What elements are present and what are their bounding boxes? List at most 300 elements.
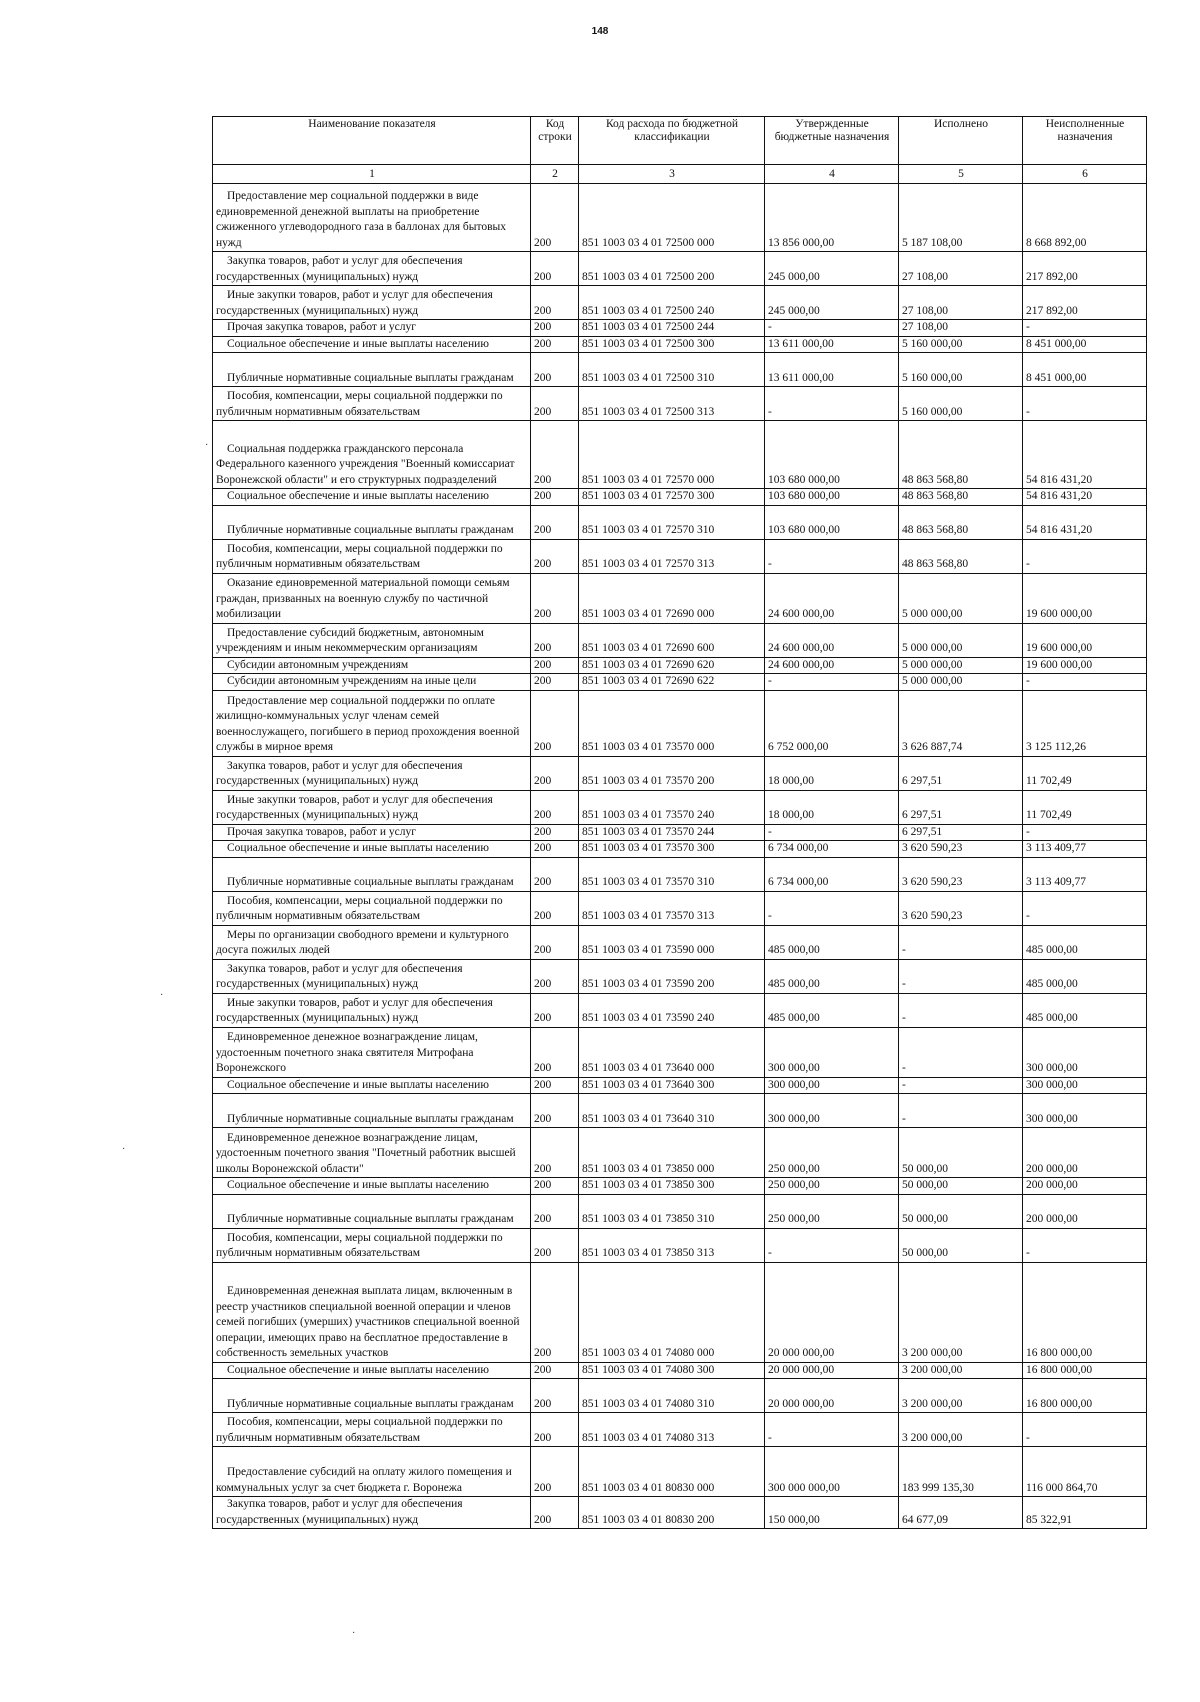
cell-line-code: 200: [531, 252, 579, 286]
cell-line-code: 200: [531, 756, 579, 790]
cell-executed: 50 000,00: [899, 1128, 1023, 1178]
cell-executed: 3 200 000,00: [899, 1362, 1023, 1379]
cell-name: [213, 421, 531, 489]
cell-name: [213, 1447, 531, 1497]
cell-name: [213, 925, 531, 959]
cell-unexecuted: -: [1023, 891, 1147, 925]
indicator-name-text: Пособия, компенсации, меры социальной поддержки по публичным нормативным обязательствам: [216, 1416, 503, 1444]
table-row: [213, 505, 1147, 539]
cell-line-code: 200: [531, 857, 579, 891]
cell-unexecuted: 485 000,00: [1023, 959, 1147, 993]
indicator-name-text: Социальное обеспечение и иные выплаты населению: [227, 490, 489, 502]
cell-classification-code: 851 1003 03 4 01 72500 000: [579, 184, 765, 252]
cell-unexecuted: 54 816 431,20: [1023, 505, 1147, 539]
indicator-name-text: Публичные нормативные социальные выплаты гражданам: [227, 1112, 514, 1125]
indicator-name-text: Публичные нормативные социальные выплаты гражданам: [227, 1397, 514, 1410]
header-name: Наименование показателя: [213, 117, 531, 165]
cell-unexecuted: 3 113 409,77: [1023, 841, 1147, 858]
table-row: [213, 690, 1147, 756]
cell-approved: -: [765, 387, 899, 421]
table-row: [213, 1077, 1147, 1094]
cell-classification-code: 851 1003 03 4 01 72500 313: [579, 387, 765, 421]
cell-unexecuted: 485 000,00: [1023, 993, 1147, 1027]
cell-name: [213, 841, 531, 858]
cell-unexecuted: 116 000 864,70: [1023, 1447, 1147, 1497]
cell-approved: 245 000,00: [765, 286, 899, 320]
indicator-name-text: Социальное обеспечение и иные выплаты населению: [227, 1363, 489, 1376]
column-number: 6: [1023, 165, 1147, 184]
cell-approved: 24 600 000,00: [765, 657, 899, 674]
cell-approved: 24 600 000,00: [765, 623, 899, 657]
cell-executed: 3 200 000,00: [899, 1262, 1023, 1362]
cell-name: [213, 824, 531, 841]
cell-classification-code: 851 1003 03 4 01 73850 313: [579, 1228, 765, 1262]
cell-line-code: 200: [531, 1128, 579, 1178]
indicator-name-text: Публичные нормативные социальные выплаты гражданам: [227, 371, 514, 384]
table-row: [213, 1094, 1147, 1128]
cell-executed: 48 863 568,80: [899, 505, 1023, 539]
indicator-name-text: Меры по организации свободного времени и культурного досуга пожилых людей: [216, 928, 509, 956]
indicator-name-text: Иные закупки товаров, работ и услуг для обеспечения государственных (муниципальных) нужд: [216, 289, 493, 317]
cell-executed: 3 200 000,00: [899, 1379, 1023, 1413]
page-number: 148: [591, 26, 609, 37]
cell-name: [213, 539, 531, 573]
scan-artifact-mark: ·: [205, 440, 209, 451]
cell-name: [213, 252, 531, 286]
cell-unexecuted: 19 600 000,00: [1023, 623, 1147, 657]
cell-classification-code: 851 1003 03 4 01 72690 600: [579, 623, 765, 657]
table-row: [213, 657, 1147, 674]
cell-executed: 50 000,00: [899, 1178, 1023, 1195]
cell-executed: 5 000 000,00: [899, 573, 1023, 623]
table-row: [213, 353, 1147, 387]
cell-unexecuted: -: [1023, 387, 1147, 421]
table-row: [213, 756, 1147, 790]
table-row: [213, 891, 1147, 925]
cell-name: [213, 790, 531, 824]
cell-executed: 64 677,09: [899, 1497, 1023, 1529]
cell-line-code: 200: [531, 1228, 579, 1262]
cell-approved: -: [765, 891, 899, 925]
cell-approved: 150 000,00: [765, 1497, 899, 1529]
cell-approved: 20 000 000,00: [765, 1362, 899, 1379]
indicator-name-text: Единовременное денежное вознаграждение лицам, удостоенным почетного звания "Почетный работник высшей школы Воронежской области": [216, 1131, 516, 1175]
scan-artifact-mark: ·: [352, 1628, 356, 1639]
table-row: [213, 573, 1147, 623]
cell-executed: -: [899, 959, 1023, 993]
cell-line-code: 200: [531, 1497, 579, 1529]
cell-name: [213, 1194, 531, 1228]
cell-approved: 6 752 000,00: [765, 690, 899, 756]
indicator-name-text: Пособия, компенсации, меры социальной поддержки по публичным нормативным обязательствам: [216, 894, 503, 922]
cell-classification-code: 851 1003 03 4 01 72570 300: [579, 489, 765, 506]
indicator-name-text: Оказание единовременной материальной помощи семьям граждан, призванных на военную службу по частичной мобилизации: [216, 577, 510, 620]
cell-approved: 300 000,00: [765, 1094, 899, 1128]
cell-unexecuted: 3 125 112,26: [1023, 690, 1147, 756]
cell-name: [213, 320, 531, 337]
column-number: 5: [899, 165, 1023, 184]
table-row: [213, 857, 1147, 891]
cell-executed: 27 108,00: [899, 286, 1023, 320]
cell-classification-code: 851 1003 03 4 01 80830 200: [579, 1497, 765, 1529]
cell-line-code: 200: [531, 1379, 579, 1413]
cell-classification-code: 851 1003 03 4 01 74080 313: [579, 1413, 765, 1447]
cell-classification-code: 851 1003 03 4 01 73590 200: [579, 959, 765, 993]
cell-classification-code: 851 1003 03 4 01 73850 300: [579, 1178, 765, 1195]
cell-classification-code: 851 1003 03 4 01 73570 240: [579, 790, 765, 824]
cell-executed: 6 297,51: [899, 790, 1023, 824]
cell-classification-code: 851 1003 03 4 01 72500 244: [579, 320, 765, 337]
cell-classification-code: 851 1003 03 4 01 73640 000: [579, 1027, 765, 1077]
cell-name: [213, 1413, 531, 1447]
table-row: [213, 421, 1147, 489]
cell-executed: 3 620 590,23: [899, 857, 1023, 891]
cell-unexecuted: 8 668 892,00: [1023, 184, 1147, 252]
cell-executed: 6 297,51: [899, 756, 1023, 790]
cell-unexecuted: -: [1023, 824, 1147, 841]
cell-executed: 5 187 108,00: [899, 184, 1023, 252]
column-number: 1: [213, 165, 531, 184]
indicator-name-text: Закупка товаров, работ и услуг для обеспечения государственных (муниципальных) нужд: [216, 759, 463, 787]
cell-unexecuted: 217 892,00: [1023, 252, 1147, 286]
cell-unexecuted: 16 800 000,00: [1023, 1262, 1147, 1362]
indicator-name-text: Социальное обеспечение и иные выплаты населению: [227, 1179, 489, 1191]
cell-approved: 300 000,00: [765, 1077, 899, 1094]
cell-classification-code: 851 1003 03 4 01 72570 000: [579, 421, 765, 489]
cell-name: [213, 657, 531, 674]
cell-approved: 250 000,00: [765, 1128, 899, 1178]
cell-line-code: 200: [531, 841, 579, 858]
cell-line-code: 200: [531, 539, 579, 573]
cell-classification-code: 851 1003 03 4 01 73570 200: [579, 756, 765, 790]
cell-executed: 48 863 568,80: [899, 489, 1023, 506]
header-unexecuted: Неисполненные назначения: [1023, 117, 1147, 165]
indicator-name-text: Закупка товаров, работ и услуг для обеспечения государственных (муниципальных) нужд: [216, 1498, 463, 1526]
cell-executed: 5 000 000,00: [899, 657, 1023, 674]
cell-classification-code: 851 1003 03 4 01 72690 620: [579, 657, 765, 674]
table-row: [213, 824, 1147, 841]
indicator-name-text: Закупка товаров, работ и услуг для обеспечения государственных (муниципальных) нужд: [216, 962, 463, 990]
cell-line-code: 200: [531, 1077, 579, 1094]
cell-line-code: 200: [531, 1094, 579, 1128]
table-row: [213, 387, 1147, 421]
cell-executed: -: [899, 1094, 1023, 1128]
table-row: [213, 1262, 1147, 1362]
cell-approved: 13 611 000,00: [765, 353, 899, 387]
cell-line-code: 200: [531, 1027, 579, 1077]
cell-executed: -: [899, 1077, 1023, 1094]
cell-unexecuted: -: [1023, 320, 1147, 337]
cell-executed: 48 863 568,80: [899, 421, 1023, 489]
cell-line-code: 200: [531, 1194, 579, 1228]
cell-line-code: 200: [531, 505, 579, 539]
cell-approved: 485 000,00: [765, 925, 899, 959]
cell-name: [213, 857, 531, 891]
cell-classification-code: 851 1003 03 4 01 73850 000: [579, 1128, 765, 1178]
cell-name: [213, 286, 531, 320]
cell-name: [213, 1379, 531, 1413]
cell-name: [213, 1128, 531, 1178]
indicator-name-text: Публичные нормативные социальные выплаты гражданам: [227, 1213, 514, 1225]
cell-classification-code: 851 1003 03 4 01 72690 000: [579, 573, 765, 623]
cell-line-code: 200: [531, 387, 579, 421]
table-row: [213, 320, 1147, 337]
cell-classification-code: 851 1003 03 4 01 73570 244: [579, 824, 765, 841]
header-line-code: Код строки: [531, 117, 579, 165]
cell-classification-code: 851 1003 03 4 01 72690 622: [579, 674, 765, 691]
table-row: [213, 1194, 1147, 1228]
cell-executed: 3 620 590,23: [899, 841, 1023, 858]
scan-artifact-mark: ·: [160, 990, 164, 1001]
cell-name: [213, 756, 531, 790]
cell-line-code: 200: [531, 320, 579, 337]
cell-classification-code: 851 1003 03 4 01 73590 240: [579, 993, 765, 1027]
cell-approved: 6 734 000,00: [765, 841, 899, 858]
table-header-row: [213, 117, 1147, 165]
cell-approved: 103 680 000,00: [765, 489, 899, 506]
header-classification-code: Код расхода по бюджетной классификации: [579, 117, 765, 165]
cell-unexecuted: 200 000,00: [1023, 1194, 1147, 1228]
cell-line-code: 200: [531, 489, 579, 506]
cell-name: [213, 1094, 531, 1128]
column-number-row: [213, 165, 1147, 184]
cell-name: [213, 690, 531, 756]
cell-approved: 13 856 000,00: [765, 184, 899, 252]
cell-unexecuted: 3 113 409,77: [1023, 857, 1147, 891]
table-row: [213, 1447, 1147, 1497]
cell-line-code: 200: [531, 674, 579, 691]
cell-line-code: 200: [531, 824, 579, 841]
cell-approved: 13 611 000,00: [765, 336, 899, 353]
cell-unexecuted: 8 451 000,00: [1023, 353, 1147, 387]
table-row: [213, 1128, 1147, 1178]
cell-classification-code: 851 1003 03 4 01 72570 313: [579, 539, 765, 573]
scan-artifact-mark: ·: [122, 1144, 126, 1155]
cell-line-code: 200: [531, 959, 579, 993]
cell-approved: 20 000 000,00: [765, 1379, 899, 1413]
table-row: [213, 1379, 1147, 1413]
header-executed: Исполнено: [899, 117, 1023, 165]
cell-approved: -: [765, 824, 899, 841]
cell-name: [213, 184, 531, 252]
table-row: [213, 1027, 1147, 1077]
cell-name: [213, 387, 531, 421]
cell-classification-code: 851 1003 03 4 01 73640 310: [579, 1094, 765, 1128]
cell-name: [213, 353, 531, 387]
cell-approved: 103 680 000,00: [765, 421, 899, 489]
table-row: [213, 286, 1147, 320]
cell-line-code: 200: [531, 690, 579, 756]
table-row: [213, 1497, 1147, 1529]
cell-name: [213, 674, 531, 691]
cell-unexecuted: 300 000,00: [1023, 1027, 1147, 1077]
cell-classification-code: 851 1003 03 4 01 73590 000: [579, 925, 765, 959]
cell-name: [213, 1178, 531, 1195]
cell-line-code: 200: [531, 1178, 579, 1195]
cell-approved: 18 000,00: [765, 790, 899, 824]
cell-approved: 250 000,00: [765, 1178, 899, 1195]
cell-classification-code: 851 1003 03 4 01 73570 310: [579, 857, 765, 891]
cell-unexecuted: 85 322,91: [1023, 1497, 1147, 1529]
cell-classification-code: 851 1003 03 4 01 74080 300: [579, 1362, 765, 1379]
cell-approved: 485 000,00: [765, 993, 899, 1027]
indicator-name-text: Социальное обеспечение и иные выплаты населению: [227, 842, 489, 854]
cell-classification-code: 851 1003 03 4 01 73850 310: [579, 1194, 765, 1228]
cell-executed: 5 160 000,00: [899, 336, 1023, 353]
cell-line-code: 200: [531, 1447, 579, 1497]
cell-approved: 18 000,00: [765, 756, 899, 790]
cell-classification-code: 851 1003 03 4 01 73570 300: [579, 841, 765, 858]
cell-line-code: 200: [531, 1362, 579, 1379]
cell-approved: -: [765, 1413, 899, 1447]
cell-unexecuted: 11 702,49: [1023, 756, 1147, 790]
cell-classification-code: 851 1003 03 4 01 73570 000: [579, 690, 765, 756]
table-row: [213, 841, 1147, 858]
table-row: [213, 674, 1147, 691]
indicator-name-text: Публичные нормативные социальные выплаты гражданам: [227, 524, 514, 536]
cell-name: [213, 959, 531, 993]
cell-line-code: 200: [531, 1413, 579, 1447]
indicator-name-text: Единовременная денежная выплата лицам, включенным в реестр участников специальной военной операции и членов семей погибших (умерших) участников специальной военной операции, имеющих право на бесплатное предоставление в собственность земельных участков: [216, 1285, 520, 1359]
cell-approved: -: [765, 1228, 899, 1262]
indicator-name-text: Прочая закупка товаров, работ и услуг: [227, 321, 416, 333]
cell-executed: 50 000,00: [899, 1228, 1023, 1262]
cell-classification-code: 851 1003 03 4 01 72500 300: [579, 336, 765, 353]
cell-line-code: 200: [531, 623, 579, 657]
cell-line-code: 200: [531, 657, 579, 674]
cell-name: [213, 1497, 531, 1529]
table-row: [213, 1413, 1147, 1447]
indicator-name-text: Социальная поддержка гражданского персонала Федерального казенного учреждения "Военный комиссариат Воронежской области" и его структурных подразделений: [216, 442, 515, 486]
cell-classification-code: 851 1003 03 4 01 73570 313: [579, 891, 765, 925]
indicator-name-text: Предоставление субсидий на оплату жилого помещения и коммунальных услуг за счет бюджета г. Воронежа: [216, 1466, 512, 1494]
cell-classification-code: 851 1003 03 4 01 72500 240: [579, 286, 765, 320]
column-number: 2: [531, 165, 579, 184]
indicator-name-text: Прочая закупка товаров, работ и услуг: [227, 825, 416, 838]
cell-name: [213, 489, 531, 506]
table-row: [213, 539, 1147, 573]
cell-approved: 24 600 000,00: [765, 573, 899, 623]
cell-executed: -: [899, 1027, 1023, 1077]
indicator-name-text: Пособия, компенсации, меры социальной поддержки по публичным нормативным обязательствам: [216, 390, 503, 418]
cell-unexecuted: 485 000,00: [1023, 925, 1147, 959]
table-row: [213, 336, 1147, 353]
cell-line-code: 200: [531, 184, 579, 252]
cell-line-code: 200: [531, 1262, 579, 1362]
table-row: [213, 1362, 1147, 1379]
header-approved: Утвержденные бюджетные назначения: [765, 117, 899, 165]
cell-name: [213, 1262, 531, 1362]
cell-name: [213, 1228, 531, 1262]
cell-line-code: 200: [531, 353, 579, 387]
cell-unexecuted: 54 816 431,20: [1023, 489, 1147, 506]
indicator-name-text: Единовременное денежное вознаграждение лицам, удостоенным почетного знака святителя Митрофана Воронежского: [216, 1031, 478, 1074]
cell-unexecuted: 16 800 000,00: [1023, 1379, 1147, 1413]
table-row: [213, 993, 1147, 1027]
column-number: 4: [765, 165, 899, 184]
cell-classification-code: 851 1003 03 4 01 80830 000: [579, 1447, 765, 1497]
cell-name: [213, 573, 531, 623]
cell-executed: 27 108,00: [899, 320, 1023, 337]
cell-executed: 5 000 000,00: [899, 674, 1023, 691]
table-row: [213, 959, 1147, 993]
table-row: [213, 489, 1147, 506]
cell-executed: 3 626 887,74: [899, 690, 1023, 756]
cell-approved: 20 000 000,00: [765, 1262, 899, 1362]
cell-classification-code: 851 1003 03 4 01 74080 310: [579, 1379, 765, 1413]
cell-line-code: 200: [531, 421, 579, 489]
table-row: [213, 925, 1147, 959]
cell-approved: 300 000 000,00: [765, 1447, 899, 1497]
cell-approved: 300 000,00: [765, 1027, 899, 1077]
cell-unexecuted: 19 600 000,00: [1023, 657, 1147, 674]
indicator-name-text: Публичные нормативные социальные выплаты гражданам: [227, 876, 514, 888]
cell-unexecuted: 300 000,00: [1023, 1077, 1147, 1094]
cell-unexecuted: -: [1023, 1228, 1147, 1262]
cell-approved: 485 000,00: [765, 959, 899, 993]
cell-line-code: 200: [531, 925, 579, 959]
table-body: [213, 184, 1147, 1529]
cell-line-code: 200: [531, 573, 579, 623]
cell-line-code: 200: [531, 336, 579, 353]
cell-unexecuted: 11 702,49: [1023, 790, 1147, 824]
cell-executed: -: [899, 993, 1023, 1027]
table-row: [213, 184, 1147, 252]
indicator-name-text: Социальное обеспечение и иные выплаты населению: [227, 1078, 489, 1091]
cell-executed: 27 108,00: [899, 252, 1023, 286]
cell-name: [213, 505, 531, 539]
cell-unexecuted: -: [1023, 674, 1147, 691]
cell-approved: 250 000,00: [765, 1194, 899, 1228]
table-row: [213, 1228, 1147, 1262]
cell-approved: 6 734 000,00: [765, 857, 899, 891]
cell-executed: 3 620 590,23: [899, 891, 1023, 925]
indicator-name-text: Предоставление субсидий бюджетным, автономным учреждениям и иным некоммерческим организациям: [216, 626, 484, 654]
indicator-name-text: Иные закупки товаров, работ и услуг для обеспечения государственных (муниципальных) нужд: [216, 793, 493, 821]
indicator-name-text: Пособия, компенсации, меры социальной поддержки по публичным нормативным обязательствам: [216, 1231, 503, 1259]
table-row: [213, 790, 1147, 824]
cell-approved: -: [765, 539, 899, 573]
cell-name: [213, 336, 531, 353]
column-number: 3: [579, 165, 765, 184]
indicator-name-text: Субсидии автономным учреждениям на иные цели: [227, 675, 477, 687]
cell-unexecuted: 54 816 431,20: [1023, 421, 1147, 489]
cell-unexecuted: 200 000,00: [1023, 1128, 1147, 1178]
cell-unexecuted: 8 451 000,00: [1023, 336, 1147, 353]
cell-unexecuted: 19 600 000,00: [1023, 573, 1147, 623]
cell-unexecuted: 16 800 000,00: [1023, 1362, 1147, 1379]
indicator-name-text: Закупка товаров, работ и услуг для обеспечения государственных (муниципальных) нужд: [216, 255, 463, 283]
cell-approved: -: [765, 674, 899, 691]
cell-classification-code: 851 1003 03 4 01 72500 310: [579, 353, 765, 387]
cell-executed: 48 863 568,80: [899, 539, 1023, 573]
cell-name: [213, 1077, 531, 1094]
indicator-name-text: Предоставление мер социальной поддержки в виде единовременной денежной выплаты на приобретение сжиженного углеводородного газа в баллонах для бытовых нужд: [216, 190, 506, 249]
cell-classification-code: 851 1003 03 4 01 73640 300: [579, 1077, 765, 1094]
table-row: [213, 252, 1147, 286]
cell-executed: 3 200 000,00: [899, 1413, 1023, 1447]
cell-unexecuted: 217 892,00: [1023, 286, 1147, 320]
cell-unexecuted: 200 000,00: [1023, 1178, 1147, 1195]
table-row: [213, 1178, 1147, 1195]
cell-name: [213, 993, 531, 1027]
cell-unexecuted: 300 000,00: [1023, 1094, 1147, 1128]
cell-executed: -: [899, 925, 1023, 959]
cell-approved: 245 000,00: [765, 252, 899, 286]
indicator-name-text: Иные закупки товаров, работ и услуг для обеспечения государственных (муниципальных) нужд: [216, 996, 493, 1024]
cell-line-code: 200: [531, 993, 579, 1027]
cell-name: [213, 623, 531, 657]
